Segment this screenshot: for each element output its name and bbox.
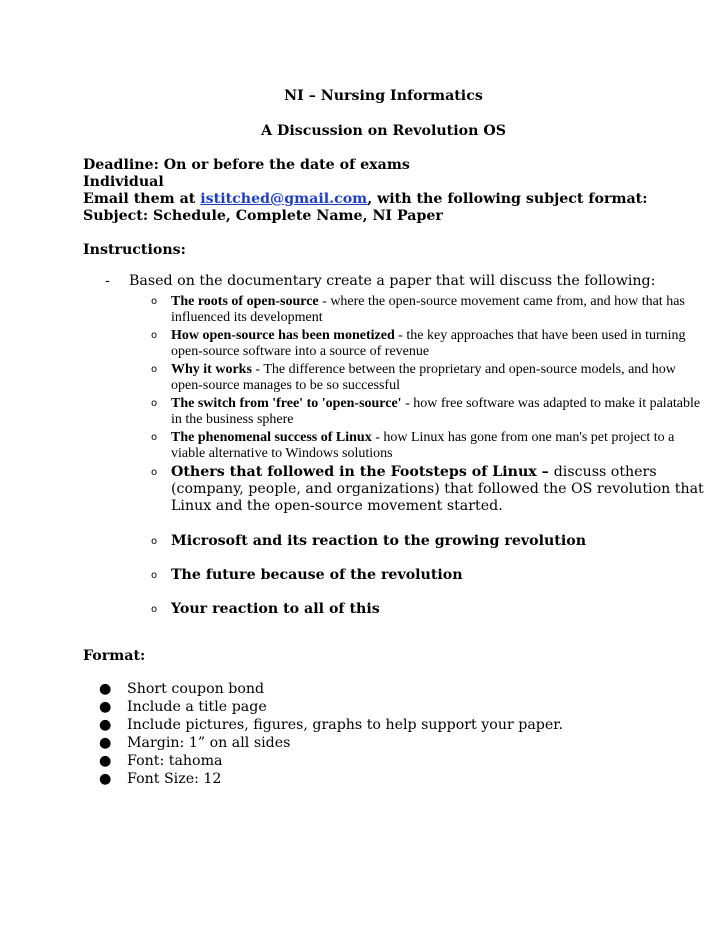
bullet-icon: ●	[99, 771, 112, 787]
bullet-icon: ●	[99, 681, 112, 697]
topic-item	[151, 294, 708, 326]
email-line	[83, 191, 708, 208]
format-item-text: Font: tahoma	[127, 753, 223, 769]
instructions-heading: Instructions:	[83, 242, 186, 258]
topic-description: - where the open-source movement came from, and how that has influenced its development	[171, 294, 685, 325]
topic-title: The future because of the revolution	[171, 567, 463, 583]
circle-bullet-icon: o	[151, 398, 158, 409]
circle-bullet-icon: o	[151, 296, 158, 307]
format-item-text: Include a title page	[127, 699, 267, 715]
bullet-icon: ●	[99, 699, 112, 715]
document-subtitle: A Discussion on Revolution OS	[261, 123, 506, 139]
format-item	[99, 681, 708, 698]
email-suffix: , with the following subject format:	[367, 191, 648, 207]
individual-line: Individual	[83, 174, 164, 190]
topic-description: - the key approaches that have been used in turning open-source software into a source of revenue	[171, 328, 686, 359]
deadline-line: Deadline: On or before the date of exams	[83, 157, 410, 173]
topic-title: The switch from 'free' to 'open-source'	[171, 396, 402, 411]
email-prefix: Email them at	[83, 191, 201, 207]
topic-title: Your reaction to all of this	[171, 601, 380, 617]
topic-title: The roots of open-source	[171, 294, 319, 309]
topic-description: - how Linux has gone from one man's pet project to a viable alternative to Windows solutions	[171, 430, 675, 461]
topic-item	[151, 533, 708, 550]
circle-bullet-icon: o	[151, 570, 158, 581]
format-item-text: Include pictures, figures, graphs to help support your paper.	[127, 717, 563, 733]
format-item-text: Font Size: 12	[127, 771, 222, 787]
format-item	[99, 699, 708, 716]
subject-line: Subject: Schedule, Complete Name, NI Paper	[83, 208, 443, 224]
circle-bullet-icon: o	[151, 364, 158, 375]
instructions-intro-item	[105, 273, 708, 618]
topic-list	[129, 294, 708, 618]
topic-title: Others that followed in the Footsteps of Linux –	[171, 464, 554, 480]
topic-title: How open-source has been monetized	[171, 328, 395, 343]
topic-item	[151, 328, 708, 360]
topic-item	[151, 362, 708, 394]
topic-item	[151, 464, 708, 515]
document-title: NI – Nursing Informatics	[284, 88, 483, 104]
format-item	[99, 735, 708, 752]
circle-bullet-icon: o	[151, 330, 158, 341]
assignment-meta	[83, 157, 708, 225]
topic-title: Why it works	[171, 362, 252, 377]
topic-title: Microsoft and its reaction to the growing revolution	[171, 533, 587, 549]
format-list	[83, 681, 708, 788]
instructions-intro: Based on the documentary create a paper that will discuss the following:	[129, 273, 656, 289]
instructions-list	[83, 273, 708, 618]
circle-bullet-icon: o	[151, 604, 158, 615]
format-item	[99, 753, 708, 770]
circle-bullet-icon: o	[151, 432, 158, 443]
topic-item	[151, 567, 708, 584]
circle-bullet-icon: o	[151, 467, 158, 478]
bullet-icon: ●	[99, 753, 112, 769]
topic-description: discuss others (company, people, and organizations) that followed the OS revolution that Linux and the open-source movement started.	[171, 464, 704, 514]
dash-marker: -	[105, 273, 110, 289]
topic-title: The phenomenal success of Linux	[171, 430, 372, 445]
format-item	[99, 717, 708, 734]
email-link[interactable]: istitched@gmail.com	[200, 191, 368, 207]
topic-description: - The difference between the proprietary and open-source models, and how open-source manages to be so successful	[171, 362, 676, 393]
bullet-icon: ●	[99, 717, 112, 733]
format-item-text: Margin: 1” on all sides	[127, 735, 291, 751]
format-item	[99, 771, 708, 788]
topic-item	[151, 601, 708, 618]
circle-bullet-icon: o	[151, 536, 158, 547]
topic-item	[151, 430, 708, 462]
topic-item	[151, 396, 708, 428]
bullet-icon: ●	[99, 735, 112, 751]
format-item-text: Short coupon bond	[127, 681, 265, 697]
format-heading: Format:	[83, 648, 146, 664]
topic-description: - how free software was adapted to make it palatable in the business sphere	[171, 396, 701, 427]
